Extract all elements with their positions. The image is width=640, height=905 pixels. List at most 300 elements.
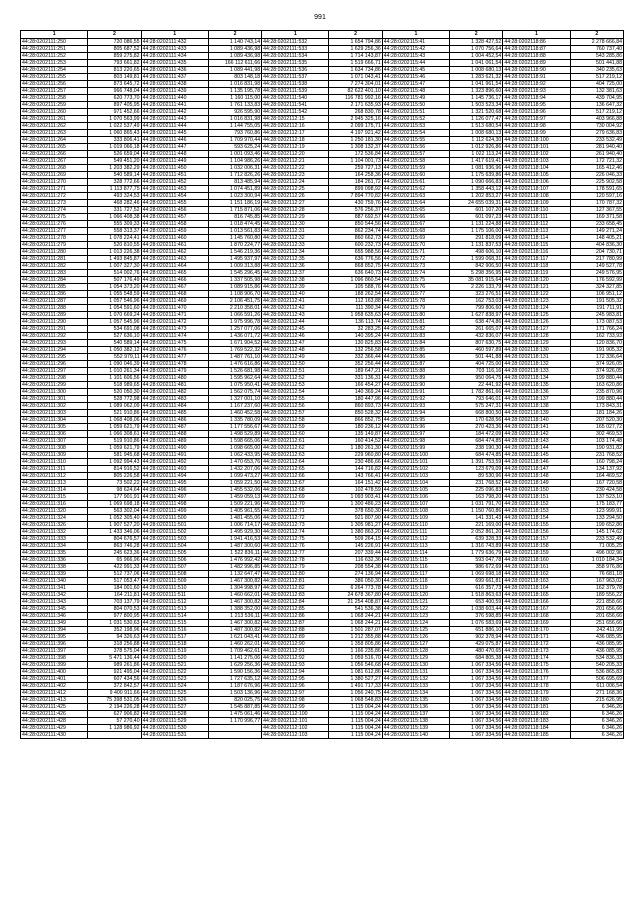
cadastral-number-cell: 44:28:0202112:36 xyxy=(262,263,329,270)
value-cell: 540 589,14 xyxy=(88,172,141,179)
cadastral-number-cell: 44:28:0202112:93 xyxy=(262,662,329,669)
table-row xyxy=(21,137,624,144)
value-cell: 636 776,56 xyxy=(329,256,382,263)
cadastral-number-cell: 44:28:0202118:164 xyxy=(503,585,570,592)
cadastral-number-cell: 44:28:0202111:280 xyxy=(21,249,88,256)
cadastral-number-cell: 44:28:0202111:303 xyxy=(21,410,88,417)
value-cell: 230 424,58 xyxy=(570,487,623,494)
value-cell: 887 692,57 xyxy=(329,214,382,221)
cadastral-number-cell: 44:28:0202118:155 xyxy=(503,522,570,529)
cadastral-number-cell: 44:28:0202111:261 xyxy=(21,116,88,123)
cadastral-number-cell: 44:28:0202115:42 xyxy=(382,46,449,53)
value-cell: 136 647,32 xyxy=(570,102,623,109)
page-number: 991 xyxy=(314,14,326,21)
table-row xyxy=(21,207,624,214)
value-cell: 189 647,21 xyxy=(329,368,382,375)
value-cell: 1 041 961,54 xyxy=(450,81,503,88)
value-cell: 581 945,68 xyxy=(88,452,141,459)
value-cell: 149 527,78 xyxy=(570,263,623,270)
cadastral-number-cell: 44:28:0202112:61 xyxy=(262,438,329,445)
value-cell: 1 012 926,86 xyxy=(450,144,503,151)
cadastral-number-cell: 44:28:0202111:260 xyxy=(21,109,88,116)
value-cell: 1 059 621,79 xyxy=(88,424,141,431)
cadastral-number-cell: 44:28:0202118:128 xyxy=(503,333,570,340)
value-cell: 555 309,33 xyxy=(88,221,141,228)
cadastral-number-cell: 44:28:0202118:149 xyxy=(503,480,570,487)
value-cell: 1 175 106,00 xyxy=(450,228,503,235)
cadastral-number-cell: 44:28:0202111:470 xyxy=(141,305,208,312)
value-cell: 1 460 662,01 xyxy=(208,592,261,599)
value-cell: 1 467 300,82 xyxy=(208,578,261,585)
value-cell: 281 940,40 xyxy=(570,144,623,151)
value-cell: 512 737,06 xyxy=(88,571,141,578)
cadastral-number-cell: 44:28:0202111:305 xyxy=(21,424,88,431)
cadastral-number-cell: 44:28:0202111:338 xyxy=(21,564,88,571)
value-cell: 1 090 666,83 xyxy=(450,179,503,186)
column-header: 1 xyxy=(21,31,88,39)
cadastral-number-cell: 44:28:0202111:540 xyxy=(262,95,329,102)
value-cell: 1 151 186,19 xyxy=(208,200,261,207)
cadastral-number-cell: 44:28:0202115:47 xyxy=(382,81,449,88)
cadastral-number-cell: 44:28:0202111:468 xyxy=(141,291,208,298)
cadastral-number-cell: 44:28:0202111:538 xyxy=(262,81,329,88)
value-cell xyxy=(208,732,261,739)
table-row xyxy=(21,74,624,81)
cadastral-number-cell: 44:28:0202111:536 xyxy=(262,67,329,74)
value-cell: 601 097,23 xyxy=(450,214,503,221)
cadastral-number-cell: 44:28:0202111:480 xyxy=(141,375,208,382)
value-cell: 950 064,75 xyxy=(450,375,503,382)
value-cell: 868 852,75 xyxy=(329,263,382,270)
cadastral-number-cell: 44:28:0202111:512 xyxy=(141,599,208,606)
cadastral-number-cell: 44:28:0202112:103 xyxy=(262,732,329,739)
value-cell: 600 232,73 xyxy=(329,242,382,249)
value-cell: 921 807,90 xyxy=(329,515,382,522)
value-cell: 607 434,56 xyxy=(88,676,141,683)
value-cell: 1 016 831,98 xyxy=(208,116,261,123)
value-cell: 514 002,76 xyxy=(88,270,141,277)
cadastral-number-cell: 44:28:0202111:296 xyxy=(21,361,88,368)
cadastral-number-cell: 44:28:0202118:153 xyxy=(503,508,570,515)
value-cell: 1 113 877,75 xyxy=(88,186,141,193)
value-cell: 1 627 838,97 xyxy=(450,312,503,319)
value-cell: 177 901,91 xyxy=(88,494,141,501)
table-row xyxy=(21,410,624,417)
cadastral-number-cell: 44:28:0202111:456 xyxy=(141,207,208,214)
cadastral-number-cell: 44:28:0202112:71 xyxy=(262,508,329,515)
value-cell: 149 271,24 xyxy=(570,228,623,235)
value-cell: 165 412,46 xyxy=(570,165,623,172)
value-cell: 164 151,42 xyxy=(329,480,382,487)
cadastral-number-cell: 44:28:0202115:100 xyxy=(382,452,449,459)
cadastral-number-cell: 44:28:0202111:436 xyxy=(141,67,208,74)
cadastral-number-cell: 44:28:0202115:118 xyxy=(382,578,449,585)
value-cell: 517 219,12 xyxy=(570,109,623,116)
cadastral-number-cell: 44:28:0202115:52 xyxy=(382,116,449,123)
value-cell: 436 085,95 xyxy=(570,641,623,648)
value-cell: 164 211,81 xyxy=(88,592,141,599)
value-cell: 166 112 611,66 xyxy=(208,60,261,67)
cadastral-number-cell: 44:28:0202111:524 xyxy=(141,683,208,690)
cadastral-number-cell: 44:28:0202115:46 xyxy=(382,74,449,81)
cadastral-number-cell: 44:28:0202112:57 xyxy=(262,410,329,417)
table-row xyxy=(21,291,624,298)
cadastral-number-cell: 44:28:0202115:105 xyxy=(382,487,449,494)
value-cell: 638 474,86 xyxy=(450,319,503,326)
value-cell: 1 160 115,00 xyxy=(208,95,261,102)
cadastral-number-cell: 44:28:0202111:413 xyxy=(21,697,88,704)
value-cell: 1 634 734,86 xyxy=(329,67,382,74)
cadastral-number-cell: 44:28:0202115:80 xyxy=(382,312,449,319)
table-row xyxy=(21,382,624,389)
cadastral-number-cell: 44:28:0202111:285 xyxy=(21,284,88,291)
value-cell: 1 467 300,82 xyxy=(208,620,261,627)
value-cell: 1 621 043,41 xyxy=(208,634,261,641)
cadastral-number-cell: 44:28:0202118:167 xyxy=(503,606,570,613)
cadastral-number-cell: 44:28:0202115:104 xyxy=(382,480,449,487)
cadastral-number-cell: 44:28:0202115:83 xyxy=(382,333,449,340)
value-cell: 1 056 546,68 xyxy=(329,662,382,669)
table-row xyxy=(21,459,624,466)
cadastral-number-cell: 44:28:0202115:130 xyxy=(382,662,449,669)
value-cell: 245 623,36 xyxy=(88,550,141,557)
value-cell: 1 132 647,47 xyxy=(208,571,261,578)
cadastral-number-cell: 44:28:0202115:123 xyxy=(382,613,449,620)
cadastral-number-cell: 44:28:0202112:69 xyxy=(262,494,329,501)
value-cell: 1 128 986,92 xyxy=(88,725,141,732)
value-cell: 1 518 863,63 xyxy=(450,592,503,599)
value-cell: 1 115 004,24 xyxy=(329,725,382,732)
value-cell: 89 530,96 xyxy=(450,473,503,480)
value-cell: 684 805,38 xyxy=(450,655,503,662)
cadastral-number-cell: 44:28:0202112:59 xyxy=(262,424,329,431)
cadastral-number-cell: 44:28:0202112:26 xyxy=(262,193,329,200)
value-cell: 1 115 004,24 xyxy=(329,718,382,725)
value-cell: 977 800,95 xyxy=(88,613,141,620)
cadastral-number-cell: 44:28:0202111:269 xyxy=(21,172,88,179)
cadastral-number-cell: 44:28:0202111:346 xyxy=(21,613,88,620)
cadastral-number-cell: 44:28:0202111:461 xyxy=(141,242,208,249)
cadastral-number-cell: 44:28:0202115:71 xyxy=(382,249,449,256)
cadastral-number-cell: 44:28:0202115:138 xyxy=(382,718,449,725)
cadastral-number-cell: 44:28:0202118:148 xyxy=(503,473,570,480)
value-cell: 374 926,05 xyxy=(570,361,623,368)
table-row xyxy=(21,431,624,438)
cadastral-number-cell: 44:28:0202115:51 xyxy=(382,109,449,116)
cadastral-number-cell: 44:28:0202111:542 xyxy=(262,109,329,116)
cadastral-number-cell: 44:28:0202118:125 xyxy=(503,312,570,319)
table-row xyxy=(21,452,624,459)
value-cell: 1 709 970,44 xyxy=(208,137,261,144)
value-cell: 235 870,96 xyxy=(570,389,623,396)
cadastral-number-cell: 44:28:0202111:485 xyxy=(141,410,208,417)
cadastral-number-cell: 44:28:0202111:475 xyxy=(141,340,208,347)
value-cell: 439 704,95 xyxy=(570,95,623,102)
table-row xyxy=(21,578,624,585)
cadastral-number-cell: 44:28:0202111:469 xyxy=(141,298,208,305)
cadastral-number-cell: 44:28:0202118:163 xyxy=(503,578,570,585)
cadastral-number-cell: 44:28:0202111:262 xyxy=(21,123,88,130)
value-cell: 1 779 636,79 xyxy=(450,550,503,557)
table-row xyxy=(21,179,624,186)
cadastral-number-cell: 44:28:0202111:283 xyxy=(21,270,88,277)
value-cell: 2 099 175,71 xyxy=(329,123,382,130)
cadastral-number-cell: 44:28:0202111:298 xyxy=(21,375,88,382)
table-row xyxy=(21,662,624,669)
cadastral-number-cell: 44:28:0202118:99 xyxy=(503,130,570,137)
value-cell: 1 436 071,72 xyxy=(208,333,261,340)
value-cell: 1 714 143,87 xyxy=(329,53,382,60)
value-cell: 534 836,33 xyxy=(570,655,623,662)
value-cell: 1 300 486,23 xyxy=(329,501,382,508)
table-row xyxy=(21,319,624,326)
cadastral-number-cell: 44:28:0202118:100 xyxy=(503,137,570,144)
value-cell: 793 646,01 xyxy=(450,396,503,403)
cadastral-number-cell: 44:28:0202111:336 xyxy=(21,557,88,564)
table-row xyxy=(21,109,624,116)
cadastral-number-cell: 44:28:0202118:165 xyxy=(503,592,570,599)
cadastral-number-cell: 44:28:0202118:138 xyxy=(503,403,570,410)
value-cell: 926 595,90 xyxy=(208,109,261,116)
value-cell: 1 491 717,33 xyxy=(329,683,382,690)
value-cell: 189 556,22 xyxy=(570,592,623,599)
cadastral-number-cell: 44:28:0202115:41 xyxy=(382,39,449,46)
cadastral-number-cell: 44:28:0202111:332 xyxy=(21,529,88,536)
cadastral-number-cell: 44:28:0202111:496 xyxy=(141,487,208,494)
value-cell: 902 378,94 xyxy=(450,634,503,641)
cadastral-number-cell: 44:28:0202115:94 xyxy=(382,410,449,417)
value-cell: 173 087,53 xyxy=(570,319,623,326)
value-cell: 1 068 408,06 xyxy=(88,417,141,424)
cadastral-number-cell: 44:28:0202115:48 xyxy=(382,88,449,95)
value-cell: 162 379,78 xyxy=(570,585,623,592)
value-cell: 270 423,36 xyxy=(450,424,503,431)
cadastral-number-cell: 44:28:0202115:101 xyxy=(382,459,449,466)
cadastral-number-cell: 44:28:0202118:104 xyxy=(503,165,570,172)
cadastral-number-cell: 44:28:0202115:127 xyxy=(382,641,449,648)
value-cell: 517 053,47 xyxy=(88,578,141,585)
cadastral-number-cell: 44:28:0202111:311 xyxy=(21,466,88,473)
column-header: 1 xyxy=(382,31,449,39)
value-cell: 655 988,56 xyxy=(329,249,382,256)
cadastral-number-cell: 44:28:0202118:124 xyxy=(503,305,570,312)
cadastral-number-cell: 44:28:0202112:70 xyxy=(262,501,329,508)
cadastral-number-cell: 44:28:0202111:324 xyxy=(21,515,88,522)
value-cell: 1 067 334,56 xyxy=(450,718,503,725)
cadastral-number-cell: 44:28:0202115:69 xyxy=(382,235,449,242)
value-cell: 1 067 334,56 xyxy=(450,704,503,711)
value-cell: 229 960,80 xyxy=(329,452,382,459)
value-cell: 1 283 621,32 xyxy=(450,74,503,81)
cadastral-number-cell: 44:28:0202111:276 xyxy=(21,221,88,228)
value-cell: 1 104 986,26 xyxy=(208,158,261,165)
value-cell: 1 145 760,80 xyxy=(208,235,261,242)
cadastral-number-cell: 44:28:0202118:139 xyxy=(503,410,570,417)
cadastral-number-cell: 44:28:0202118:111 xyxy=(503,214,570,221)
value-cell: 703 137,79 xyxy=(88,599,141,606)
cadastral-number-cell: 44:28:0202112:43 xyxy=(262,312,329,319)
table-row xyxy=(21,361,624,368)
cadastral-number-cell: 44:28:0202111:326 xyxy=(21,522,88,529)
cadastral-number-cell: 44:28:0202115:86 xyxy=(382,354,449,361)
value-cell: 323 276,51 xyxy=(450,291,503,298)
cadastral-number-cell: 44:28:0202115:92 xyxy=(382,396,449,403)
table-row xyxy=(21,102,624,109)
value-cell: 1 101 606,56 xyxy=(88,375,141,382)
cadastral-number-cell: 44:28:0202112:24 xyxy=(262,179,329,186)
value-cell: 699 661,81 xyxy=(450,578,503,585)
table-row xyxy=(21,256,624,263)
cadastral-number-cell: 44:28:0202111:437 xyxy=(141,74,208,81)
cadastral-number-cell: 44:28:0202111:257 xyxy=(21,88,88,95)
value-cell: 98 624,64 xyxy=(88,487,141,494)
cadastral-number-cell: 44:28:0202115:78 xyxy=(382,298,449,305)
cadastral-number-cell: 44:28:0202111:304 xyxy=(21,417,88,424)
value-cell: 422 991,33 xyxy=(88,564,141,571)
value-cell: 1 308 132,37 xyxy=(329,144,382,151)
cadastral-number-cell: 44:28:0202115:91 xyxy=(382,389,449,396)
value-cell: 164 469,52 xyxy=(570,473,623,480)
cadastral-number-cell: 44:28:0202112:81 xyxy=(262,578,329,585)
cadastral-number-cell: 44:28:0202112:74 xyxy=(262,529,329,536)
value-cell: 191 905,32 xyxy=(570,347,623,354)
cadastral-number-cell: 44:28:0202112:101 xyxy=(262,718,329,725)
value-cell: 123 999,91 xyxy=(570,508,623,515)
value-cell: 799 806,60 xyxy=(450,305,503,312)
value-cell: 204 730,71 xyxy=(570,249,623,256)
cadastral-number-cell: 44:28:0202111:523 xyxy=(141,676,208,683)
value-cell: 1 526 681,98 xyxy=(208,368,261,375)
value-cell: 143 766,41 xyxy=(329,473,382,480)
cadastral-number-cell: 44:28:0202115:129 xyxy=(382,655,449,662)
value-cell: 191 505,32 xyxy=(570,298,623,305)
value-cell: 468 282,46 xyxy=(88,200,141,207)
value-cell: 7 274 304,01 xyxy=(329,81,382,88)
value-cell: 1 016 831,98 xyxy=(208,81,261,88)
cadastral-number-cell: 44:28:0202118:101 xyxy=(503,144,570,151)
cadastral-number-cell: 44:28:0202111:459 xyxy=(141,228,208,235)
value-cell: 575 247,31 xyxy=(450,403,503,410)
cadastral-number-cell: 44:28:0202111:479 xyxy=(141,368,208,375)
value-cell: 1 476 992,42 xyxy=(208,557,261,564)
table-row xyxy=(21,669,624,676)
cadastral-number-cell: 44:28:0202111:465 xyxy=(141,270,208,277)
cadastral-number-cell: 44:28:0202115:133 xyxy=(382,683,449,690)
table-row xyxy=(21,522,624,529)
cadastral-number-cell: 44:28:0202112:25 xyxy=(262,186,329,193)
value-cell: 225 902,58 xyxy=(570,179,623,186)
table-row xyxy=(21,641,624,648)
value-cell: 208 554,38 xyxy=(329,564,382,571)
table-row xyxy=(21,655,624,662)
cadastral-number-cell: 44:28:0202111:528 xyxy=(141,711,208,718)
value-cell: 352 198,96 xyxy=(88,627,141,634)
cadastral-number-cell: 44:28:0202111:400 xyxy=(21,669,88,676)
value-cell: 816 745,85 xyxy=(208,214,261,221)
cadastral-number-cell: 44:28:0202112:16 xyxy=(262,123,329,130)
value-cell: 2 210 358,01 xyxy=(208,305,261,312)
cadastral-number-cell: 44:28:0202111:258 xyxy=(21,95,88,102)
value-cell: 1 487 300,60 xyxy=(208,543,261,550)
value-cell: 1 380 527,27 xyxy=(329,676,382,683)
cadastral-number-cell: 44:28:0202112:82 xyxy=(262,585,329,592)
cadastral-number-cell: 44:28:0202112:56 xyxy=(262,403,329,410)
value-cell: 1 327 001,10 xyxy=(208,396,261,403)
value-cell: 528 772,98 xyxy=(88,396,141,403)
value-cell: 1 175 639,86 xyxy=(450,172,503,179)
value-cell: 1 089 441,98 xyxy=(208,67,261,74)
table-row xyxy=(21,690,624,697)
value-cell: 543 285,86 xyxy=(570,53,623,60)
value-cell: 230 486,66 xyxy=(329,459,382,466)
cadastral-number-cell: 44:28:0202111:342 xyxy=(21,592,88,599)
cadastral-number-cell: 44:28:0202111:394 xyxy=(21,627,88,634)
cadastral-number-cell: 44:28:0202118:168 xyxy=(503,613,570,620)
table-row xyxy=(21,536,624,543)
value-cell: 1 009 313,88 xyxy=(208,263,261,270)
value-cell: 112 163,88 xyxy=(329,298,382,305)
value-cell: 333 806,41 xyxy=(88,137,141,144)
value-cell: 636 640,73 xyxy=(329,270,382,277)
column-header: 2 xyxy=(208,31,261,39)
value-cell: 1 495 929,30 xyxy=(208,529,261,536)
cadastral-number-cell: 44:28:0202111:256 xyxy=(21,81,88,88)
value-cell: 1 081 936,96 xyxy=(450,165,503,172)
value-cell: 730 004,92 xyxy=(570,123,623,130)
cadastral-number-cell: 44:28:0202112:20 xyxy=(262,151,329,158)
cadastral-number-cell: 44:28:0202111:264 xyxy=(21,137,88,144)
cadastral-number-cell: 44:28:0202111:531 xyxy=(141,732,208,739)
cadastral-number-cell: 44:28:0202111:508 xyxy=(141,571,208,578)
table-row xyxy=(21,165,624,172)
cadastral-number-cell: 44:28:0202118:185 xyxy=(503,732,570,739)
cadastral-value-table xyxy=(20,30,624,739)
value-cell: 6 346,26 xyxy=(570,711,623,718)
cadastral-number-cell: 44:28:0202112:67 xyxy=(262,480,329,487)
value-cell: 1 059 516,70 xyxy=(329,655,382,662)
cadastral-number-cell: 44:28:0202118:175 xyxy=(503,662,570,669)
cadastral-number-cell: 44:28:0202112:99 xyxy=(262,704,329,711)
value-cell: 986 672,69 xyxy=(450,564,503,571)
value-cell: 1 131 224,88 xyxy=(450,221,503,228)
value-cell: 163 620,86 xyxy=(570,382,623,389)
cadastral-number-cell: 44:28:0202118:130 xyxy=(503,347,570,354)
table-row xyxy=(21,557,624,564)
value-cell: 1 069 698,18 xyxy=(450,571,503,578)
value-cell: 1 068 244,21 xyxy=(329,613,382,620)
cadastral-number-cell: 44:28:0202115:63 xyxy=(382,193,449,200)
cadastral-number-cell: 44:28:0202111:444 xyxy=(141,123,208,130)
value-cell: 1 476 616,86 xyxy=(208,361,261,368)
cadastral-number-cell: 44:28:0202112:83 xyxy=(262,592,329,599)
cadastral-number-cell: 44:28:0202115:111 xyxy=(382,529,449,536)
value-cell: 184 472,09 xyxy=(450,431,503,438)
cadastral-number-cell: 44:28:0202112:15 xyxy=(262,116,329,123)
cadastral-number-cell: 44:28:0202111:300 xyxy=(21,389,88,396)
value-cell: 521 910,86 xyxy=(88,410,141,417)
cadastral-number-cell: 44:28:0202112:33 xyxy=(262,242,329,249)
cadastral-number-cell: 44:28:0202111:460 xyxy=(141,235,208,242)
value-cell: 1 180 261,30 xyxy=(329,445,382,452)
table-row xyxy=(21,445,624,452)
value-cell: 268 830,78 xyxy=(329,109,382,116)
cadastral-number-cell: 44:28:0202111:505 xyxy=(141,550,208,557)
value-cell: 1 057 545,96 xyxy=(88,319,141,326)
value-cell: 517 219,12 xyxy=(570,74,623,81)
table-row xyxy=(21,711,624,718)
cadastral-number-cell: 44:28:0202112:30 xyxy=(262,221,329,228)
cadastral-number-cell: 44:28:0202111:401 xyxy=(21,676,88,683)
